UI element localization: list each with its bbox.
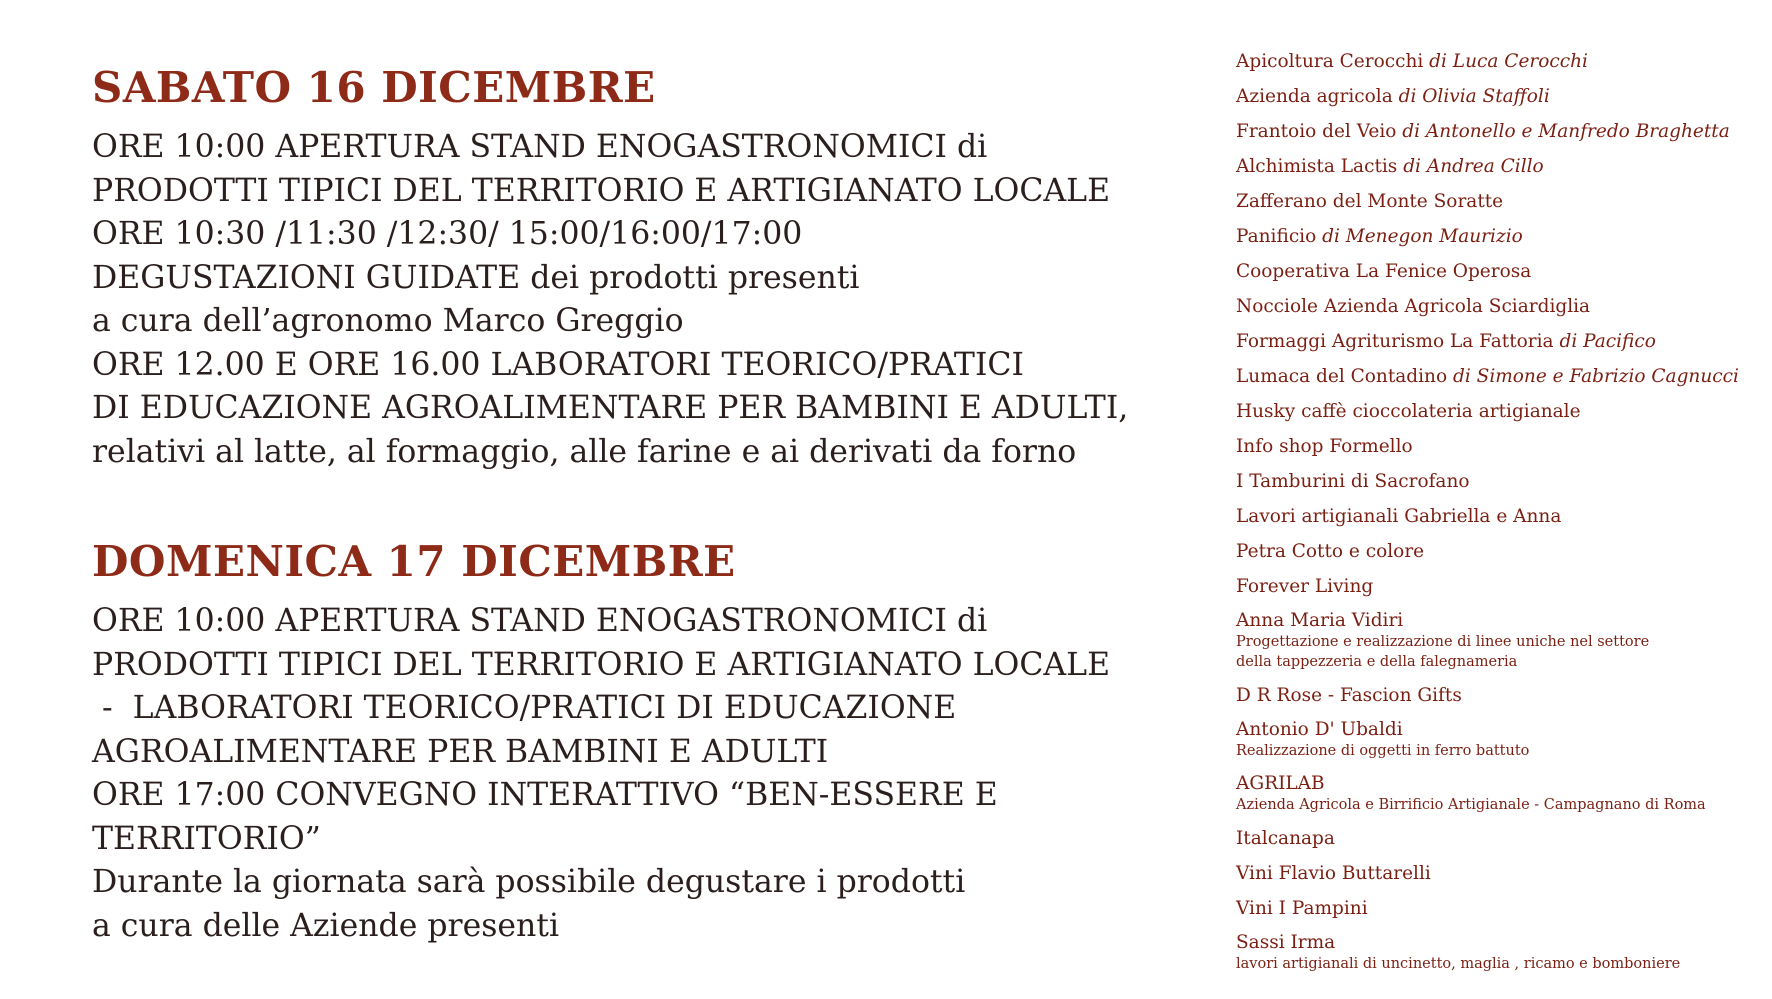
exhibitor-owner: di Pacifico (1559, 331, 1656, 352)
exhibitor-name: Frantoio del Veio (1236, 121, 1397, 142)
schedule-line: AGROALIMENTARE PER BAMBINI E ADULTI (92, 733, 829, 770)
exhibitor-name: Zafferano del Monte Soratte (1236, 191, 1504, 212)
exhibitor-name: Sassi Irma (1236, 932, 1336, 953)
exhibitor-item (1236, 359, 1756, 394)
exhibitor-description: della tappezzeria e della falegnameria (1236, 654, 1518, 670)
exhibitor-name: Info shop Formello (1236, 436, 1413, 457)
exhibitor-description: Azienda Agricola e Birrificio Artigianale - Campagnano di Roma (1236, 797, 1706, 813)
exhibitor-item (1236, 821, 1756, 856)
exhibitor-item (1236, 891, 1756, 926)
exhibitor-item (1236, 499, 1756, 534)
exhibitor-name: Husky caffè cioccolateria artigianale (1236, 401, 1581, 422)
exhibitor-item (1236, 926, 1756, 974)
saturday-section (92, 62, 1129, 474)
schedule-line: ORE 10:00 APERTURA STAND ENOGASTRONOMICI di (92, 129, 988, 165)
exhibitor-name: AGRILAB (1236, 773, 1325, 794)
exhibitor-item (1236, 713, 1756, 761)
schedule-line: Durante la giornata sarà possibile degustare i prodotti (92, 864, 966, 900)
exhibitor-list (1236, 44, 1756, 980)
exhibitor-name: D R Rose - Fascion Gifts (1236, 685, 1462, 706)
schedule-line: ORE 10:00 APERTURA STAND ENOGASTRONOMICI di (92, 603, 988, 639)
exhibitor-name: Panificio (1236, 226, 1317, 247)
exhibitor-item (1236, 534, 1756, 569)
exhibitor-name: Anna Maria Vidiri (1236, 610, 1404, 631)
schedule-line: a cura dell’agronomo Marco Greggio (92, 303, 684, 339)
exhibitor-item (1236, 394, 1756, 429)
exhibitor-description: Realizzazione di oggetti in ferro battuto (1236, 743, 1530, 759)
exhibitor-owner: di Olivia Staffoli (1398, 86, 1550, 107)
exhibitor-description: Progettazione e realizzazione di linee uniche nel settore (1236, 634, 1650, 650)
exhibitor-name: I Tamburini di Sacrofano (1236, 471, 1470, 492)
schedule-line: - LABORATORI TEORICO/PRATICI DI EDUCAZIONE (92, 690, 957, 726)
exhibitor-owner: di Andrea Cillo (1403, 156, 1544, 177)
exhibitor-name: Azienda agricola (1236, 86, 1393, 107)
exhibitor-item (1236, 254, 1756, 289)
exhibitor-item (1236, 604, 1756, 672)
exhibitor-name: Formaggi Agriturismo La Fattoria (1236, 331, 1554, 352)
exhibitor-item (1236, 569, 1756, 604)
exhibitor-name: Apicoltura Cerocchi (1236, 51, 1424, 72)
sunday-schedule (92, 600, 1112, 948)
exhibitor-item (1236, 678, 1756, 713)
program-column (92, 62, 1129, 948)
exhibitor-name: Antonio D' Ubaldi (1236, 719, 1403, 740)
schedule-line: a cura delle Aziende presenti (92, 907, 560, 944)
schedule-line: DEGUSTAZIONI GUIDATE dei prodotti presenti (92, 259, 860, 296)
exhibitor-owner: di Antonello e Manfredo Braghetta (1402, 121, 1730, 142)
exhibitor-name: Forever Living (1236, 576, 1374, 597)
exhibitor-name: Lumaca del Contadino (1236, 366, 1448, 387)
exhibitor-item (1236, 464, 1756, 499)
exhibitor-name: Cooperativa La Fenice Operosa (1236, 261, 1532, 282)
exhibitor-item (1236, 289, 1756, 324)
exhibitor-description: lavori artigianali di uncinetto, maglia , ricamo e bomboniere (1236, 956, 1681, 972)
exhibitor-name: Petra Cotto e colore (1236, 541, 1425, 562)
exhibitor-item (1236, 79, 1756, 114)
sunday-title: DOMENICA 17 DICEMBRE (92, 537, 736, 586)
schedule-line: ORE 17:00 CONVEGNO INTERATTIVO “BEN-ESSERE E (92, 777, 998, 813)
schedule-line: DI EDUCAZIONE AGROALIMENTARE PER BAMBINI E ADULTI, (92, 390, 1129, 426)
schedule-line: ORE 12.00 E ORE 16.00 LABORATORI TEORICO/PRATICI (92, 346, 1024, 383)
saturday-title: SABATO 16 DICEMBRE (92, 63, 656, 112)
schedule-line: relativi al latte, al formaggio, alle farine e ai derivati da forno (92, 433, 1077, 470)
exhibitor-item (1236, 324, 1756, 359)
exhibitor-owner: di Luca Cerocchi (1429, 51, 1588, 72)
exhibitor-name: Vini I Pampini (1236, 898, 1368, 919)
exhibitor-owner: di Menegon Maurizio (1322, 226, 1523, 247)
exhibitor-owner: di Simone e Fabrizio Cagnucci (1453, 366, 1739, 387)
exhibitor-name: Nocciole Azienda Agricola Sciardiglia (1236, 296, 1591, 317)
exhibitor-item (1236, 44, 1756, 79)
exhibitor-name: Italcanapa (1236, 828, 1335, 849)
sunday-section (92, 536, 1112, 948)
schedule-line: PRODOTTI TIPICI DEL TERRITORIO E ARTIGIANATO LOCALE (92, 646, 1111, 683)
exhibitor-name: Alchimista Lactis (1236, 156, 1398, 177)
exhibitor-item (1236, 114, 1756, 149)
exhibitor-item (1236, 184, 1756, 219)
exhibitor-item (1236, 429, 1756, 464)
exhibitor-item (1236, 219, 1756, 254)
saturday-schedule (92, 126, 1129, 474)
exhibitor-item (1236, 856, 1756, 891)
schedule-line: TERRITORIO” (92, 820, 321, 857)
exhibitor-item (1236, 149, 1756, 184)
exhibitor-name: Vini Flavio Buttarelli (1236, 863, 1431, 884)
exhibitor-item (1236, 767, 1756, 815)
schedule-line: PRODOTTI TIPICI DEL TERRITORIO E ARTIGIANATO LOCALE (92, 172, 1111, 209)
schedule-line: ORE 10:30 /11:30 /12:30/ 15:00/16:00/17:00 (92, 216, 803, 252)
exhibitor-name: Lavori artigianali Gabriella e Anna (1236, 506, 1562, 527)
